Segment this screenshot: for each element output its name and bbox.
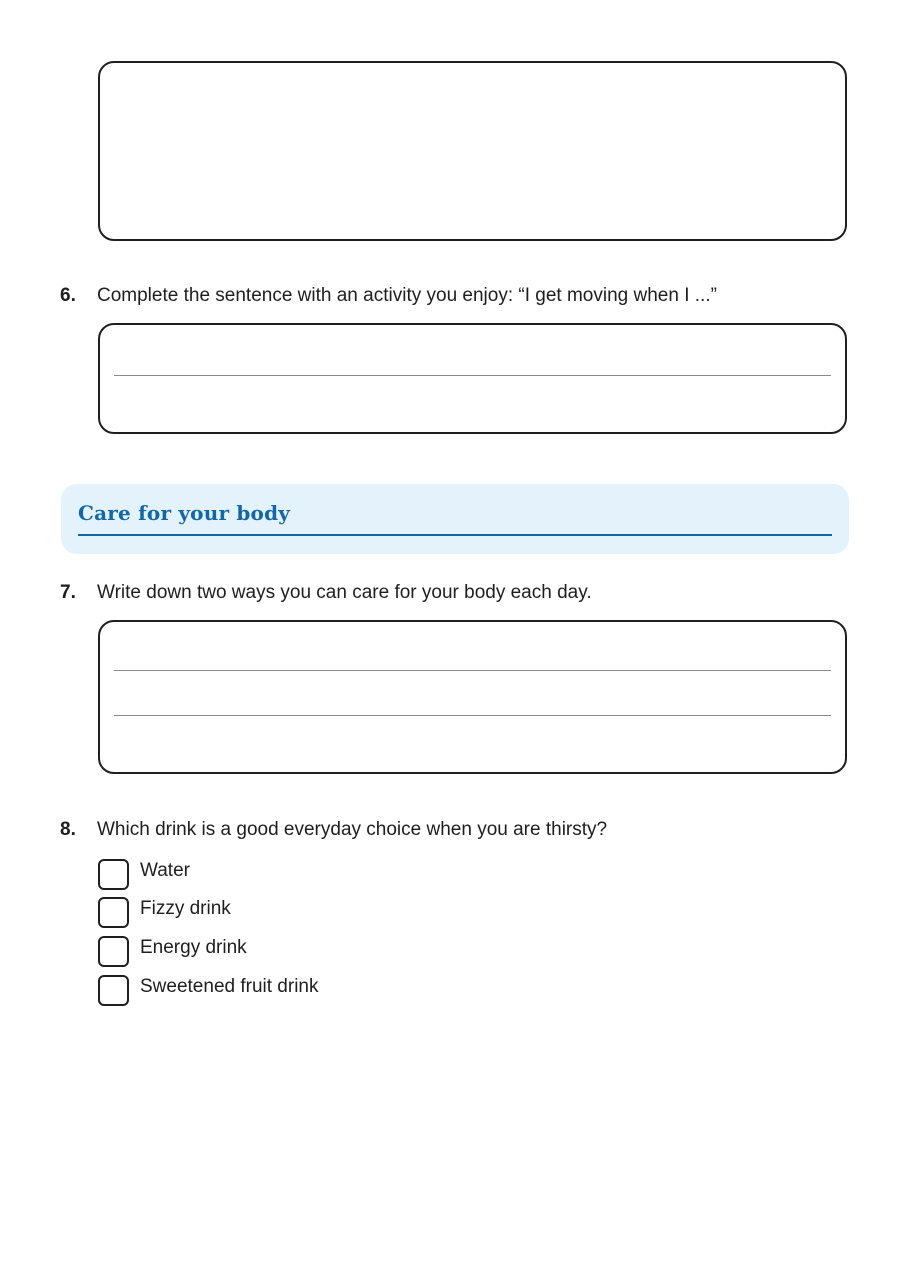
checkbox-sweetened-fruit-drink[interactable]	[98, 975, 129, 1006]
write-line	[114, 715, 831, 716]
option-label: Energy drink	[140, 937, 247, 958]
option-label: Water	[140, 860, 190, 881]
section-banner	[61, 484, 849, 554]
write-line	[114, 375, 831, 376]
section-divider	[78, 534, 832, 536]
answer-box-question-7[interactable]	[98, 620, 847, 774]
question-7-number: 7.	[60, 582, 76, 603]
option-label: Sweetened fruit drink	[140, 976, 319, 997]
section-title: Care for your body	[78, 501, 291, 525]
checkbox-fizzy-drink[interactable]	[98, 897, 129, 928]
question-6-text: Complete the sentence with an activity you enjoy: “I get moving when I ...”	[97, 285, 717, 306]
question-6-number: 6.	[60, 285, 76, 306]
question-8-text: Which drink is a good everyday choice when you are thirsty?	[97, 819, 608, 840]
question-8-number: 8.	[60, 819, 76, 840]
answer-box-question-6[interactable]	[98, 323, 847, 434]
checkbox-energy-drink[interactable]	[98, 936, 129, 967]
option-label: Fizzy drink	[140, 898, 231, 919]
checkbox-water[interactable]	[98, 859, 129, 890]
write-line	[114, 670, 831, 671]
answer-box-previous[interactable]	[98, 61, 847, 241]
question-7-text: Write down two ways you can care for your body each day.	[97, 582, 592, 603]
